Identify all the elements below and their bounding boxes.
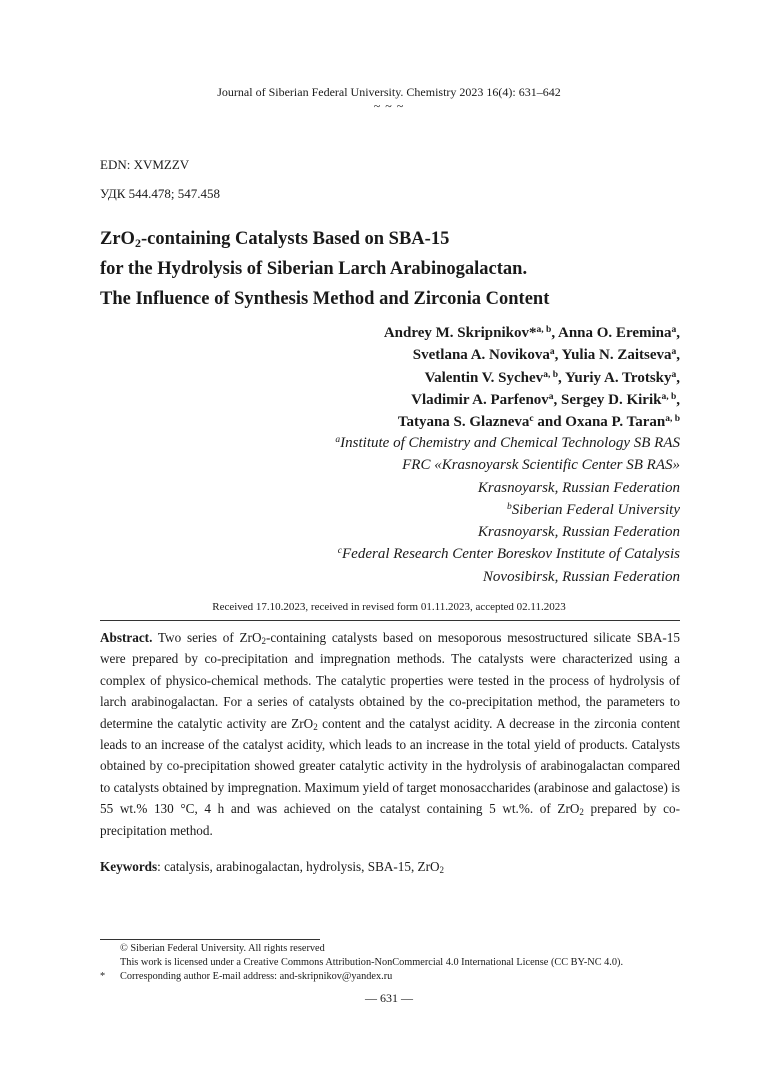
affiliation-mark: c [337,546,343,557]
corresponding-author-text: Corresponding author E-mail address: and-skripnikov@yandex.ru [120,971,393,982]
author-name: Vladimir A. Parfenov [411,391,549,408]
affiliation-list [60,432,680,588]
edn-id: EDN: XVMZZV [100,157,190,172]
received-dates: Received 17.10.2023, received in revised form 01.11.2023, accepted 02.11.2023 [212,601,566,613]
affiliation-line: FRC «Krasnoyarsk Scientific Center SB RAS» [402,457,680,474]
affiliation-line [60,499,680,521]
affiliation-line [60,432,680,454]
author-name: Sergey D. Kirik [561,391,662,408]
title-line-3: The Influence of Synthesis Method and Zirconia Content [100,289,550,309]
affiliation-mark: b [506,501,512,512]
affiliation-mark: a [335,435,341,445]
author-separator: , [676,369,680,386]
author-line [80,367,680,389]
author-name: Yuriy A. Trotsky [564,369,672,386]
title-text: -containing Catalysts Based on SBA-15 [140,229,450,249]
keywords [100,857,680,877]
journal-header: Journal of Siberian Federal University. Chemistry 2023 16(4): 631–642 [217,85,561,99]
abstract-text: prepared by co-precipitation method. [100,801,680,838]
abstract-subscript: 2 [579,807,584,818]
affiliation-line: Krasnoyarsk, Russian Federation [477,479,680,496]
keywords-subscript: 2 [439,865,445,875]
author-line [80,411,680,433]
keywords-text: : catalysis, arabinogalactan, hydrolysis, SBA-15, ZrO [157,859,440,874]
author-list [80,322,680,433]
author-line [80,322,680,344]
author-affiliation-mark: a, b [665,414,680,425]
author-affiliation-mark: a [671,369,677,380]
author-affiliation-mark: a, b [543,369,558,380]
author-separator: , [676,391,680,408]
abstract-text: -containing catalysts based on mesoporous mesostructured silicate SBA-15 were prepared by co-precipitation and impregnation methods. The catalysts were characterized using a complex of physico-chemical methods. The catalytic properties were tested in the process of hydrolysis of larch arabinogalactan. For a series of catalysts obtained by the co-precipitation method, the parameters to determine the catalytic activity are ZrO [100,630,680,731]
abstract-divider [100,620,680,621]
title-line-2: for the Hydrolysis of Siberian Larch Arabinogalactan. [100,259,528,279]
affiliation-line: Krasnoyarsk, Russian Federation [477,524,680,541]
affiliation-line: Novosibirsk, Russian Federation [482,568,680,585]
author-name: Andrey M. Skripnikov* [383,325,537,341]
paper-title [100,224,700,314]
keywords-label: Keywords [100,859,158,874]
author-affiliation-mark: a [671,325,677,335]
title-text: ZrO [100,229,135,249]
abstract-label: Abstract. [100,630,153,645]
author-affiliation-mark: a, b [536,325,552,335]
author-affiliation-mark: a [548,391,554,402]
author-line [80,389,680,411]
author-separator: , [553,391,562,408]
author-name: Anna O. Eremina [558,325,672,341]
corresponding-author-note [100,970,392,983]
author-name: Tatyana S. Glazneva [397,414,530,431]
author-affiliation-mark: a [671,347,677,358]
author-name: Yulia N. Zaitseva [561,347,672,364]
author-name: Oxana P. Taran [565,414,666,431]
abstract-text: Two series of ZrO [152,630,262,645]
affiliation-text: Siberian Federal University [511,501,680,518]
author-name: Svetlana A. Novikova [412,347,550,364]
abstract-subscript: 2 [313,721,318,732]
author-affiliation-mark: c [529,414,534,425]
footnote-divider [100,939,320,940]
title-subscript: 2 [134,236,141,250]
affiliation-text: Federal Research Center Boreskov Institute of Catalysis [342,546,680,563]
author-affiliation-mark: a [549,347,555,358]
author-separator: , [554,347,562,364]
author-separator: , [676,347,680,364]
author-name: Valentin V. Sychev [424,369,544,386]
abstract-text: content and the catalyst acidity. A decrease in the zirconia content leads to an increase of the catalyst acidity, which leads to an increase in the total yield of products. Catalysts obtained by co-precipitation showed greater catalytic activity in the hydrolysis of arabinogalactan compared to catalysts obtained by impregnation. Maximum yield of target monosaccharides (arabinose and galactose) is 55 wt.% 130 °C, 4 h and was achieved on the catalyst containing 5 wt.%. of ZrO [100,715,680,817]
title-line-1 [100,224,700,254]
copyright-note: © Siberian Federal University. All rights reserved [120,943,325,954]
author-separator: , [557,369,565,386]
affiliation-text: Institute of Chemistry and Chemical Technology SB RAS [340,435,680,451]
page-number: — 631 — [365,991,413,1005]
author-separator: , [551,325,558,341]
author-affiliation-mark: a, b [661,391,677,402]
author-separator: , [676,325,680,341]
license-note: This work is licensed under a Creative Commons Attribution-NonCommercial 4.0 International License (CC BY-NC 4.0). [120,957,624,968]
author-separator: and [533,414,566,431]
udk-code: УДК 544.478; 547.458 [100,186,221,201]
affiliation-line [60,543,680,565]
footnote-mark: * [100,971,106,982]
abstract [100,627,680,841]
abstract-subscript: 2 [261,636,266,646]
author-line [80,344,680,366]
header-ornament: ~ ~ ~ [373,99,405,113]
